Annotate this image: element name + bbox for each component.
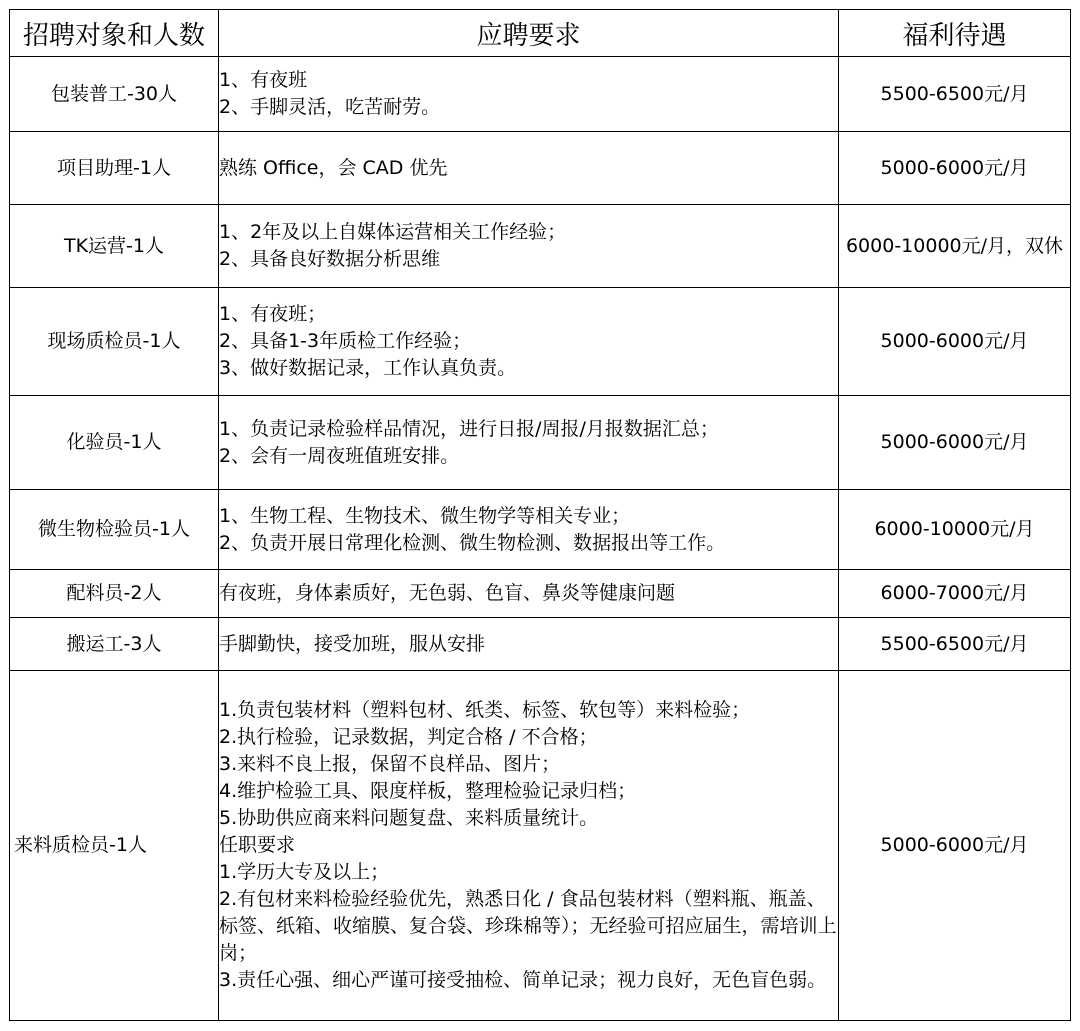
requirements-cell bbox=[219, 288, 839, 396]
table-row bbox=[10, 57, 1071, 132]
requirement-line: 2、负责开展日常理化检测、微生物检测、数据报出等工作。 bbox=[219, 531, 726, 554]
requirement-line: 1.负责包装材料（塑料包材、纸类、标签、软包等）来料检验； bbox=[219, 699, 751, 721]
requirement-subheading: 任职要求 bbox=[219, 834, 296, 856]
requirements-cell bbox=[219, 396, 839, 490]
requirements-cell bbox=[219, 205, 839, 288]
requirements-cell bbox=[219, 57, 839, 132]
requirements-cell bbox=[219, 490, 839, 570]
requirement-line: 2.执行检验，记录数据，判定合格 / 不合格； bbox=[219, 726, 598, 748]
benefit-cell: 5500-6500元/月 bbox=[839, 618, 1071, 671]
requirements-cell bbox=[219, 671, 839, 1021]
requirement-line: 4.维护检验工具、限度样板，整理检验记录归档； bbox=[219, 780, 637, 802]
requirement-line: 1、2年及以上自媒体运营相关工作经验； bbox=[219, 221, 567, 243]
requirement-line: 1、有夜班； bbox=[219, 303, 327, 325]
requirements-cell bbox=[219, 132, 839, 205]
position-cell: 微生物检验员-1人 bbox=[10, 490, 219, 570]
requirement-line: 2、会有一周夜班值班安排。 bbox=[219, 444, 460, 467]
requirement-line: 手脚勤快，接受加班，服从安排 bbox=[219, 632, 486, 655]
requirement-line: 2、具备良好数据分析思维 bbox=[219, 248, 441, 270]
requirement-line: 1、生物工程、生物技术、微生物学等相关专业； bbox=[219, 504, 631, 527]
position-cell: 配料员-2人 bbox=[10, 570, 219, 618]
table-row bbox=[10, 396, 1071, 490]
requirement-line: 1、有夜班 bbox=[219, 69, 308, 91]
header-requirements: 应聘要求 bbox=[219, 10, 839, 57]
table-row bbox=[10, 671, 1071, 1021]
position-cell: 现场质检员-1人 bbox=[10, 288, 219, 396]
benefit-cell: 5000-6000元/月 bbox=[839, 396, 1071, 490]
requirement-line: 1.学历大专及以上； bbox=[219, 861, 390, 883]
requirement-line: 3.责任心强、细心严谨可接受抽检、简单记录；视力良好，无色盲色弱。 bbox=[219, 969, 827, 991]
requirement-line: 2.有包材来料检验经验优先，熟悉日化 / 食品包装材料（塑料瓶、瓶盖、标签、纸箱、收缩膜、复合袋、珍珠棉等）；无经验可招应届生，需培训上岗； bbox=[219, 888, 837, 964]
table-row bbox=[10, 288, 1071, 396]
header-position: 招聘对象和人数 bbox=[10, 10, 219, 57]
requirement-line: 1、负责记录检验样品情况，进行日报/周报/月报数据汇总； bbox=[219, 417, 719, 440]
header-benefits: 福利待遇 bbox=[839, 10, 1071, 57]
position-cell: 项目助理-1人 bbox=[10, 132, 219, 205]
requirement-line: 有夜班，身体素质好，无色弱、色盲、鼻炎等健康问题 bbox=[219, 582, 676, 604]
benefit-cell: 6000-10000元/月 bbox=[839, 490, 1071, 570]
header-row bbox=[10, 10, 1071, 57]
position-cell: 化验员-1人 bbox=[10, 396, 219, 490]
recruitment-table bbox=[9, 9, 1071, 1021]
requirement-line: 2、具备1-3年质检工作经验； bbox=[219, 330, 472, 352]
benefit-cell: 5500-6500元/月 bbox=[839, 57, 1071, 132]
requirement-line: 3、做好数据记录，工作认真负责。 bbox=[219, 357, 517, 379]
benefit-cell: 5000-6000元/月 bbox=[839, 288, 1071, 396]
position-cell: 来料质检员-1人 bbox=[10, 671, 219, 1021]
table-row bbox=[10, 132, 1071, 205]
table-row bbox=[10, 490, 1071, 570]
requirements-cell bbox=[219, 570, 839, 618]
benefit-cell: 6000-7000元/月 bbox=[839, 570, 1071, 618]
position-cell: TK运营-1人 bbox=[10, 205, 219, 288]
table-row bbox=[10, 205, 1071, 288]
position-cell: 搬运工-3人 bbox=[10, 618, 219, 671]
table-row bbox=[10, 570, 1071, 618]
benefit-cell: 5000-6000元/月 bbox=[839, 132, 1071, 205]
requirement-line: 熟练 Office，会 CAD 优先 bbox=[219, 156, 448, 179]
table-row bbox=[10, 618, 1071, 671]
requirement-line: 5.协助供应商来料问题复盘、来料质量统计。 bbox=[219, 807, 599, 829]
requirement-line: 2、手脚灵活，吃苦耐劳。 bbox=[219, 96, 441, 118]
requirements-cell bbox=[219, 618, 839, 671]
benefit-cell: 5000-6000元/月 bbox=[839, 671, 1071, 1021]
requirement-line: 3.来料不良上报，保留不良样品、图片； bbox=[219, 753, 561, 775]
position-cell: 包装普工-30人 bbox=[10, 57, 219, 132]
benefit-cell: 6000-10000元/月，双休 bbox=[839, 205, 1071, 288]
